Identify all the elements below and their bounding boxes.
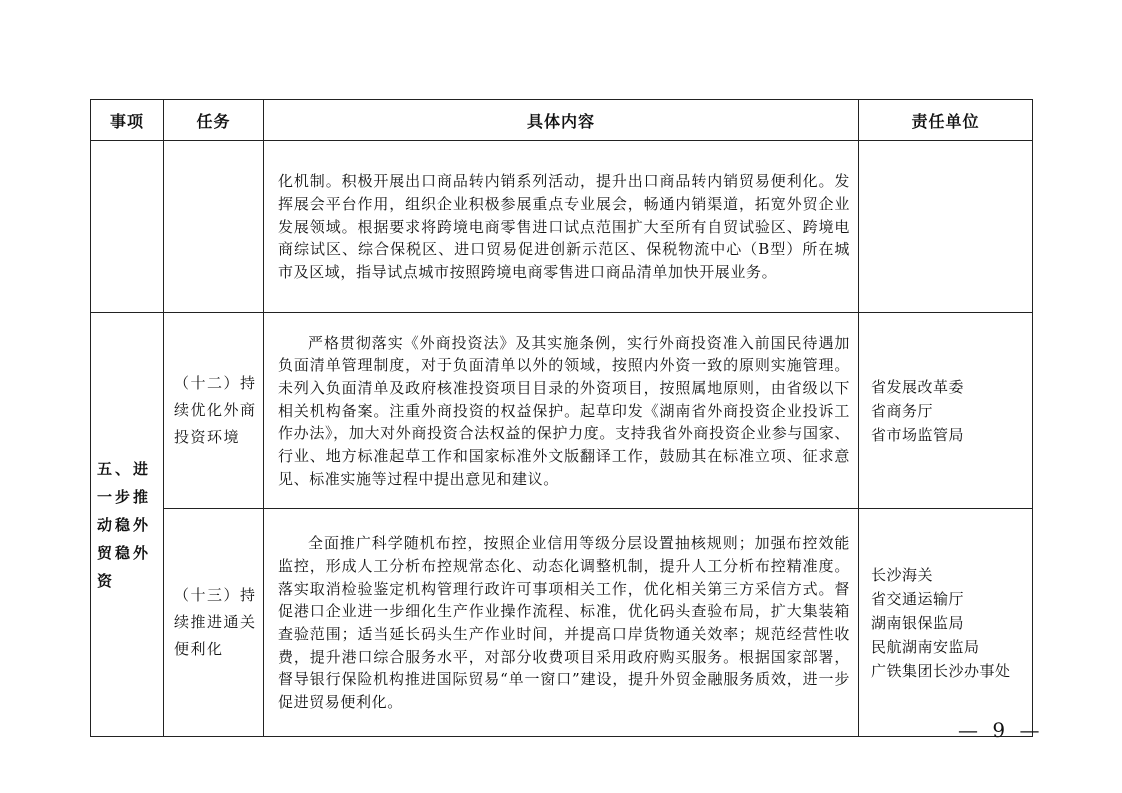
task-cell [164, 141, 264, 313]
header-responsible-unit: 责任单位 [859, 100, 1033, 141]
unit-cell [859, 509, 1033, 737]
content-cell [264, 313, 859, 509]
responsible-unit: 省发展改革委 [871, 377, 965, 396]
responsible-unit: 民航湖南安监局 [871, 637, 980, 656]
content-paragraph: 全面推广科学随机布控，按照企业信用等级分层设置抽核规则；加强布控效能监控，形成人工分析布控规常态化、动态化调整机制，提升人工分析布控精准度。落实取消检验鉴定机构管理行政许可事项相关工作，优化相关第三方采信方式。督促港口企业进一步细化生产作业操作流程、标准，优化码头查验布局，扩大集装箱查验范围；适当延长码头生产作业时间，并提高口岸货物通关效率；规范经营性收费，提升港口综合服务水平，对部分收费项目采用政府购买服务。根据国家部署，督导银行保险机构推进国际贸易“单一窗口”建设，提升外贸金融服务质效，进一步促进贸易便利化。 [278, 534, 850, 712]
responsible-unit: 省交通运输厅 [871, 589, 965, 608]
table-row [91, 141, 1033, 313]
responsible-unit: 省商务厅 [871, 401, 934, 420]
header-task: 任务 [164, 100, 264, 141]
task-table [90, 99, 1033, 737]
responsible-unit: 湖南银保监局 [871, 613, 965, 632]
responsible-unit: 广铁集团长沙办事处 [871, 661, 1011, 680]
table-header-row [91, 100, 1033, 141]
matter-cell [91, 141, 164, 313]
unit-cell [859, 313, 1033, 509]
table-row [91, 313, 1033, 509]
table-row [91, 509, 1033, 737]
content-cell [264, 141, 859, 313]
responsible-unit: 省市场监管局 [871, 425, 965, 444]
responsible-unit: 长沙海关 [871, 565, 934, 584]
task-cell: （十二）持续优化外商投资环境 [164, 313, 264, 509]
content-cell [264, 509, 859, 737]
header-matter: 事项 [91, 100, 164, 141]
header-content: 具体内容 [264, 100, 859, 141]
matter-cell: 五、进一步推动稳外贸稳外资 [91, 313, 164, 737]
task-cell: （十三）持续推进通关便利化 [164, 509, 264, 737]
unit-cell [859, 141, 1033, 313]
content-paragraph: 化机制。积极开展出口商品转内销系列活动，提升出口商品转内销贸易便利化。发挥展会平台作用，组织企业积极参展重点专业展会，畅通内销渠道，拓宽外贸企业发展领域。根据要求将跨境电商零售进口试点范围扩大至所有自贸试验区、跨境电商综试区、综合保税区、进口贸易促进创新示范区、保税物流中心（B型）所在城市及区域，指导试点城市按照跨境电商零售进口商品清单加快开展业务。 [278, 172, 850, 282]
page-number: — 9 — [958, 718, 1044, 742]
content-paragraph: 严格贯彻落实《外商投资法》及其实施条例，实行外商投资准入前国民待遇加负面清单管理制度，对于负面清单以外的领域，按照内外资一致的原则实施管理。未列入负面清单及政府核准投资项目目录的外资项目，按照属地原则，由省级以下相关机构备案。注重外商投资的权益保护。起草印发《湖南省外商投资企业投诉工作办法》，加大对外商投资合法权益的保护力度。支持我省外商投资企业参与国家、行业、地方标准起草工作和国家标准外文版翻译工作，鼓励其在标准立项、征求意见、标准实施等过程中提出意见和建议。 [278, 333, 850, 488]
